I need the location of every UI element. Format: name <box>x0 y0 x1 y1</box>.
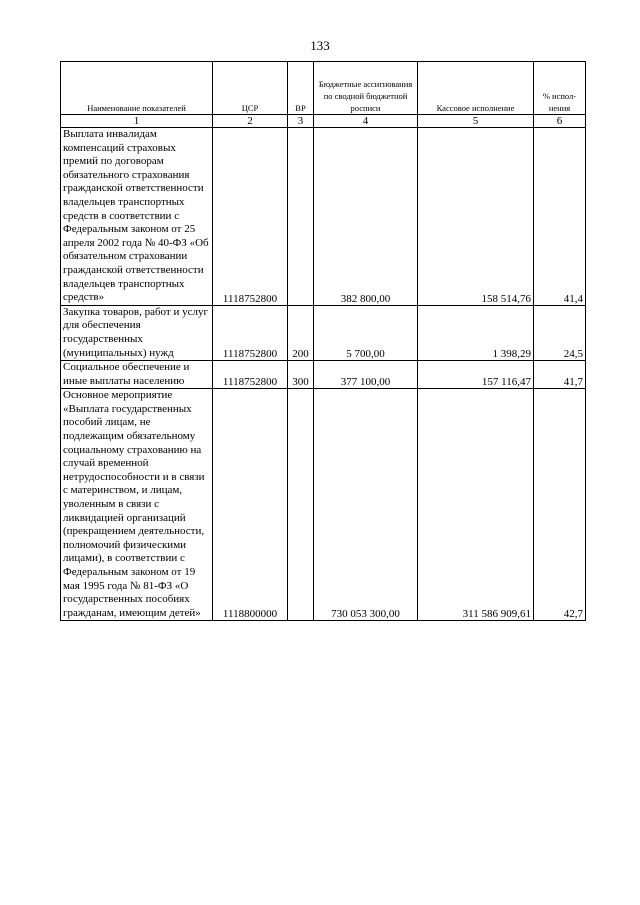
table-row <box>61 305 586 360</box>
row-percent: 41,7 <box>534 361 586 389</box>
budget-execution-table <box>60 61 586 621</box>
row-percent: 41,4 <box>534 128 586 306</box>
column-number: 5 <box>418 115 534 128</box>
row-vr <box>288 389 314 621</box>
header-vr: ВР <box>288 62 314 115</box>
row-budget: 5 700,00 <box>314 305 418 360</box>
row-vr: 200 <box>288 305 314 360</box>
row-csr: 1118800000 <box>213 389 288 621</box>
column-number-row <box>61 115 586 128</box>
row-budget: 730 053 300,00 <box>314 389 418 621</box>
row-cash: 158 514,76 <box>418 128 534 306</box>
column-number: 6 <box>534 115 586 128</box>
header-cash: Кассовое исполнение <box>418 62 534 115</box>
row-name: Закупка товаров, работ и услуг для обеспечения государственных (муниципальных) нужд <box>61 305 213 360</box>
row-csr: 1118752800 <box>213 128 288 306</box>
row-cash: 1 398,29 <box>418 305 534 360</box>
header-csr: ЦСР <box>213 62 288 115</box>
table-row <box>61 128 586 306</box>
header-budget: Бюджетные ассигнования по сводной бюджетной росписи <box>314 62 418 115</box>
column-number: 4 <box>314 115 418 128</box>
row-budget: 382 800,00 <box>314 128 418 306</box>
table-row <box>61 361 586 389</box>
table-row <box>61 389 586 621</box>
header-row <box>61 62 586 115</box>
row-name: Основное мероприятие «Выплата государственных пособий лицам, не подлежащим обязательному социальному страхованию на случай временной нетрудоспособности и в связи с материнством, и лицам, уволенным в связи с ликвидацией организаций (прекращением деятельности, полномочий физическими лицами), в соответствии с Федеральным законом от 19 мая 1995 года № 81-ФЗ «О государственных пособиях гражданам, имеющим детей» <box>61 389 213 621</box>
row-percent: 42,7 <box>534 389 586 621</box>
header-name: Наименование показателей <box>61 62 213 115</box>
row-vr: 300 <box>288 361 314 389</box>
column-number: 1 <box>61 115 213 128</box>
row-name: Выплата инвалидам компенсаций страховых премий по договорам обязательного страхования гражданской ответственности владельцев транспортных средств в соответствии с Федеральным законом от 25 апреля 2002 года № 40-ФЗ «Об обязательном страховании гражданской ответственности владельцев транспортных средств» <box>61 128 213 306</box>
header-percent: % испол-нения <box>534 62 586 115</box>
page-number: 133 <box>310 38 330 53</box>
row-cash: 311 586 909,61 <box>418 389 534 621</box>
row-percent: 24,5 <box>534 305 586 360</box>
row-csr: 1118752800 <box>213 361 288 389</box>
row-budget: 377 100,00 <box>314 361 418 389</box>
row-csr: 1118752800 <box>213 305 288 360</box>
row-vr <box>288 128 314 306</box>
column-number: 2 <box>213 115 288 128</box>
row-cash: 157 116,47 <box>418 361 534 389</box>
column-number: 3 <box>288 115 314 128</box>
row-name: Социальное обеспечение и иные выплаты населению <box>61 361 213 389</box>
